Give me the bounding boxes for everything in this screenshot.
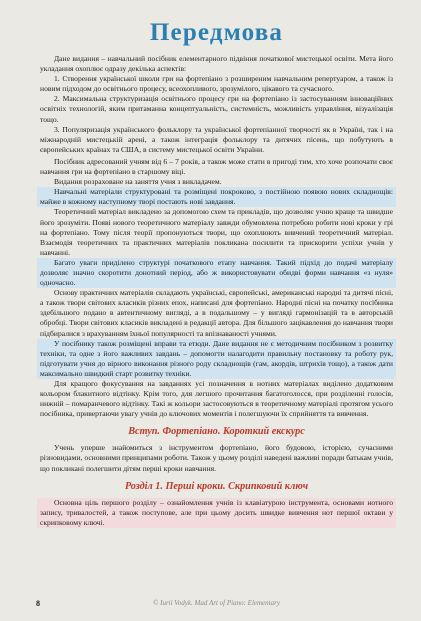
- aim-item-2: 2. Максимальна структуризація освітнього процесу гри на фортепіано із застосуванням інноваційних освітніх технологій, яким притаманна концептуальність, системність, можливість управління, візуалізація тощо.: [40, 94, 393, 124]
- initial-stage-paragraph: Багато уваги приділено структурі початкового етапу навчання. Такий підхід до подачі матеріалу дозволяє значно скоротити донотний період, або ж використовувати обидві форми навчання «з нуля» одночасно.: [37, 258, 396, 288]
- page-number: 8: [36, 599, 40, 608]
- aim-item-3: 3. Популяризація українського фольклору та української фортепіанної творчості як в Україні, так і на міжнародній мистецькій арені, а також інтеграція фольклору та дитячих пісень, що побутують в європейських країнах та США, в систему мистецької освіти України.: [40, 124, 393, 154]
- section-heading-chapter-1: Розділ 1. Перші кроки. Скрипковий ключ: [124, 480, 309, 492]
- copyright-line: © Iurii Vodyk. Mad Art of Piano: Elementary: [153, 599, 280, 607]
- exercises-paragraph: У посібнику також розміщені вправи та етюди. Дане видання не є методичним посібником з розвитку техніки, та одне з його важливих завдань – допомогти налагодити правильну постановку та роботу рук, підготувати учня до вірного виконання різного роду складнощів (гам, акордів, штрихів тощо), а також дати максимально швидкий старт розвитку техніки.: [37, 339, 396, 379]
- audience-paragraph: Посібник адресований учням від 6 – 7 років, а також може стати в пригоді тим, хто хоче розпочати своє навчання гри на фортепіано в старшому віці.: [40, 156, 393, 177]
- repertoire-paragraph: Основу практичних матеріалів складають українські, європейські, американські народні та дитячі пісні, а також твори світових класиків різних епох, написані для фортепіано. Народні пісні на початку посібника здебільшого подано в автентичному вигляді, а в подальшому – у вигляді гармонізацій та в авторській обробці. Твори світових класиків викладені в редакції автора. Для більшого зацікавлення до навчання твори підбиралися з врахуванням їхньої популярності та впізнаваності учнями.: [40, 288, 393, 338]
- section-chapter-1-text: Основна ціль першого розділу – ознайомлення учнів із клавіатурою інструмента, основами нотного запису, тривалостей, а також поступове, але при цьому досить швидке вивчення нот першої октави у скрипковому ключі.: [37, 498, 396, 528]
- theory-paragraph: Теоретичний матеріал викладено за допомогою схем та прикладів, що дозволяє учню краще та швидше його зрозуміти. Появі нового теоретичного матеріалу завжди обумовлена потребою робити нові кроки у грі на фортепіано. Тому після теорії пропонуються твори, що охоплюють вивчений теоретичний матеріал. Взаємодія теоретичних та практичних матеріалів покликана посилити та прискорити успіхи учнів у навчанні.: [40, 207, 393, 257]
- teacher-note-paragraph: Видання розраховане на заняття учня з викладачем.: [54, 177, 222, 187]
- page-footer: [36, 599, 393, 611]
- colors-paragraph: Для кращого фокусування на завданнях усі позначення в нотних матеріалах виділено додатковим кольором блакитного відтінку. Крім того, для легшого прочитання багатоголосся, при розділенні голосів, нижній – помаранчевого відтінку. Такі ж кольори застосовуються в теоретичному матеріалі протягом усього посібника, привертаючи увагу учнів до ключових моментів і полегшуючи їх сприйняття та вивчення.: [40, 379, 393, 419]
- section-intro-text: Учень уперше знайомиться з інструментом фортепіано, його будовою, історією, сучасними різновидами, основними принципами роботи. Також у цьому розділі наведені важливі поради батькам учнів, що покликані полегшити дітям перші кроки навчання.: [40, 443, 393, 473]
- section-heading-intro: Вступ. Фортепіано. Короткий екскурс: [128, 426, 305, 438]
- structure-paragraph: Навчальні матеріали структуровані та розміщені покроково, з постійною появою нових складнощів: майже в кожному наступному творі постають нові завдання.: [37, 187, 396, 207]
- page-title: Передмова: [149, 19, 284, 46]
- intro-paragraph: Дане видання – навчальний посібник елементарного підвіння початкової мистецької освіти. Мета його укладання охоплює одразу декілька аспектів:: [40, 54, 393, 74]
- aim-item-1: 1. Створення української школи гри на фортепіано з розширеним навчальним репертуаром, а також із новим підходом до освітнього процесу, всеохопливого, зрозумілого, цікавого та сучасного.: [40, 74, 393, 94]
